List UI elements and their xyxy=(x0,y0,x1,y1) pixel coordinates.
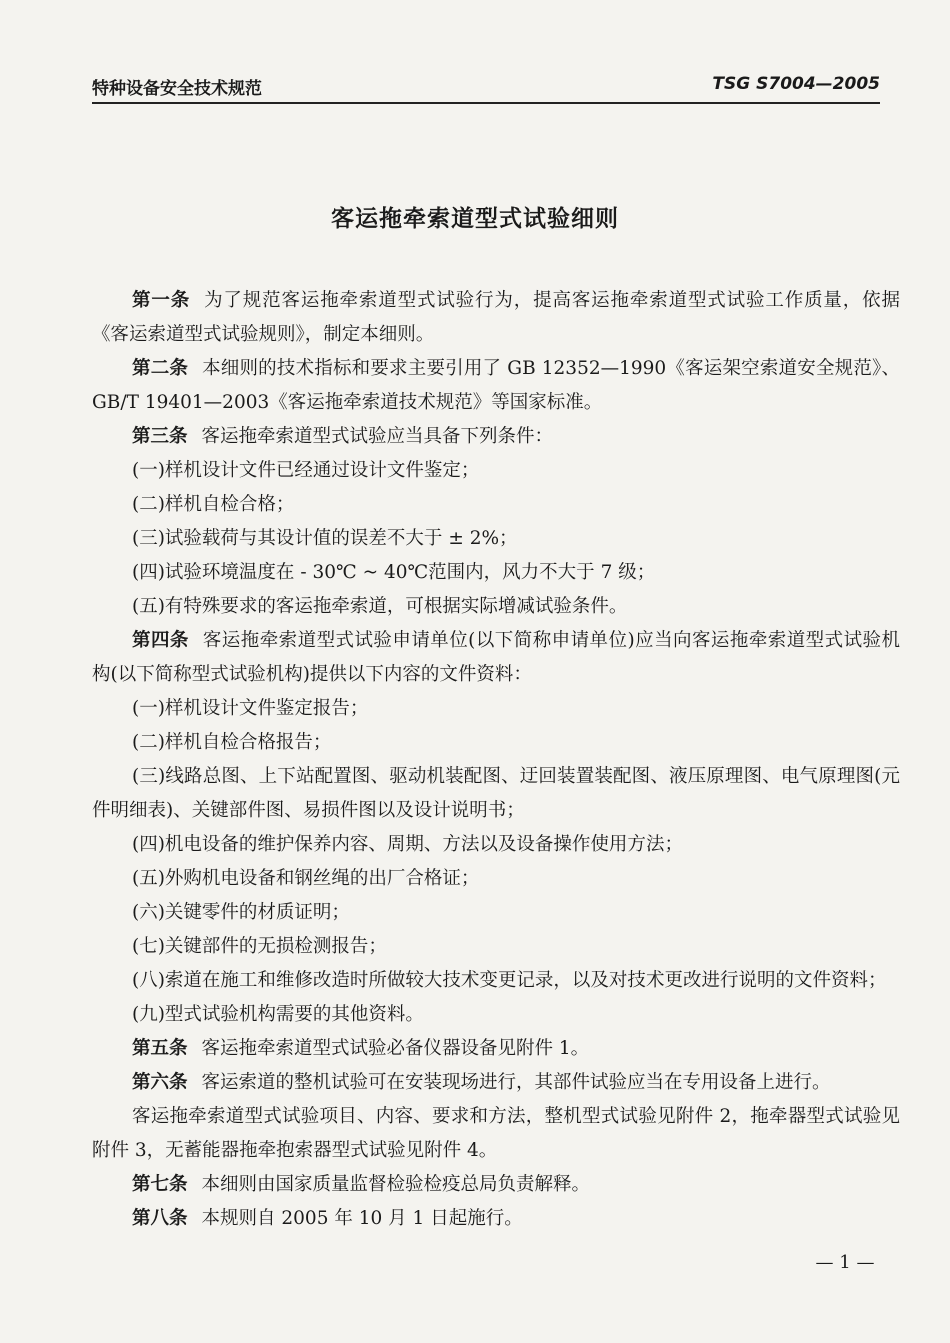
paragraph-text: (二)样机自检合格报告； xyxy=(132,732,332,753)
list-item xyxy=(92,556,900,590)
list-item xyxy=(92,828,900,862)
paragraph-text: (七)关键部件的无损检测报告； xyxy=(132,936,387,957)
list-item xyxy=(92,964,900,998)
paragraph-text: 本细则的技术指标和要求主要引用了 GB 12352—1990《客运架空索道安全规范》、GB/T 19401—2003《客运拖牵索道技术规范》等国家标准。 xyxy=(92,358,900,413)
list-item xyxy=(92,862,900,896)
paragraph-text: (二)样机自检合格； xyxy=(132,494,295,515)
paragraph-text: (五)有特殊要求的客运拖牵索道，可根据实际增减试验条件。 xyxy=(132,596,628,617)
article-number: 第四条 xyxy=(132,630,189,651)
paragraph-text: 客运拖牵索道型式试验申请单位(以下简称申请单位)应当向客运拖牵索道型式试验机构(以下简称型式试验机构)提供以下内容的文件资料： xyxy=(92,630,900,685)
list-item xyxy=(92,726,900,760)
article-number: 第三条 xyxy=(132,426,188,447)
paragraph-text: 客运拖牵索道型式试验应当具备下列条件： xyxy=(201,426,554,447)
header-standard-code: TSG S7004—2005 xyxy=(712,74,880,94)
paragraph-text: 客运拖牵索道型式试验必备仪器设备见附件 1。 xyxy=(201,1038,590,1059)
list-item xyxy=(92,760,900,828)
article-paragraph xyxy=(92,1202,900,1236)
list-item xyxy=(92,454,900,488)
paragraph-text: (一)样机设计文件鉴定报告； xyxy=(132,698,369,719)
list-item xyxy=(92,522,900,556)
list-item xyxy=(92,896,900,930)
list-item xyxy=(92,1100,900,1168)
list-item xyxy=(92,998,900,1032)
paragraph-text: (九)型式试验机构需要的其他资料。 xyxy=(132,1004,424,1025)
article-number: 第七条 xyxy=(132,1174,188,1195)
paragraph-text: (八)索道在施工和维修改造时所做较大技术变更记录，以及对技术更改进行说明的文件资料； xyxy=(132,970,887,991)
header-regulation-category: 特种设备安全技术规范 xyxy=(92,79,262,99)
paragraph-text: 客运索道的整机试验可在安装现场进行，其部件试验应当在专用设备上进行。 xyxy=(201,1072,831,1093)
article-paragraph xyxy=(92,1168,900,1202)
article-number: 第六条 xyxy=(132,1072,188,1093)
article-number: 第八条 xyxy=(132,1208,188,1229)
page-number: — 1 — xyxy=(815,1252,875,1273)
paragraph-text: (一)样机设计文件已经通过设计文件鉴定； xyxy=(132,460,480,481)
document-body xyxy=(92,284,900,1236)
list-item xyxy=(92,930,900,964)
article-paragraph xyxy=(92,352,900,420)
document-title: 客运拖牵索道型式试验细则 xyxy=(331,206,619,232)
article-number: 第五条 xyxy=(132,1038,188,1059)
paragraph-text: 为了规范客运拖牵索道型式试验行为，提高客运拖牵索道型式试验工作质量，依据《客运索道型式试验规则》，制定本细则。 xyxy=(92,290,900,345)
paragraph-text: 客运拖牵索道型式试验项目、内容、要求和方法，整机型式试验见附件 2，拖牵器型式试验见附件 3，无蓄能器拖牵抱索器型式试验见附件 4。 xyxy=(92,1106,900,1161)
paragraph-text: (六)关键零件的材质证明； xyxy=(132,902,350,923)
paragraph-text: 本细则由国家质量监督检验检疫总局负责解释。 xyxy=(201,1174,591,1195)
article-number: 第一条 xyxy=(132,290,191,311)
paragraph-text: (四)机电设备的维护保养内容、周期、方法以及设备操作使用方法； xyxy=(132,834,683,855)
article-number: 第二条 xyxy=(132,358,189,379)
article-paragraph xyxy=(92,1066,900,1100)
paragraph-text: 本规则自 2005 年 10 月 1 日起施行。 xyxy=(201,1208,523,1229)
paragraph-text: (四)试验环境温度在 - 30℃ ~ 40℃范围内，风力不大于 7 级； xyxy=(132,562,656,583)
article-paragraph xyxy=(92,284,900,352)
article-paragraph xyxy=(92,420,900,454)
paragraph-text: (三)线路总图、上下站配置图、驱动机装配图、迂回装置装配图、液压原理图、电气原理图(元件明细表)、关键部件图、易损件图以及设计说明书； xyxy=(92,766,900,821)
paragraph-text: (五)外购机电设备和钢丝绳的出厂合格证； xyxy=(132,868,480,889)
running-header xyxy=(92,70,880,104)
article-paragraph xyxy=(92,1032,900,1066)
list-item xyxy=(92,692,900,726)
list-item xyxy=(92,488,900,522)
article-paragraph xyxy=(92,624,900,692)
paragraph-text: (三)试验载荷与其设计值的误差不大于 ± 2%； xyxy=(132,528,518,549)
list-item xyxy=(92,590,900,624)
